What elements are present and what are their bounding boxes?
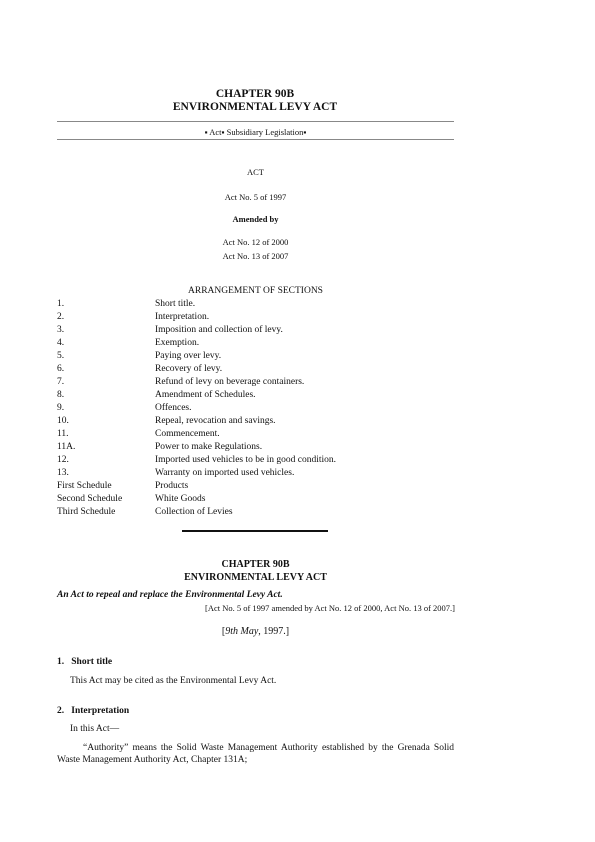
section-2-title: Interpretation bbox=[71, 706, 130, 716]
section-title: Recovery of levy. bbox=[155, 364, 223, 374]
arrangement-row[interactable] bbox=[57, 494, 477, 507]
section-number: 5. bbox=[57, 351, 65, 361]
amended-by-label: Amended by bbox=[232, 214, 279, 224]
divider-bottom bbox=[57, 139, 454, 140]
act-number: Act No. 5 of 1997 bbox=[224, 192, 287, 202]
commencement-date bbox=[57, 626, 454, 638]
divider-top bbox=[57, 121, 454, 122]
section-title: Warranty on imported used vehicles. bbox=[155, 468, 295, 478]
section-title: Refund of levy on beverage containers. bbox=[155, 377, 305, 387]
arrangement-row[interactable] bbox=[57, 442, 477, 455]
section-number: 6. bbox=[57, 364, 65, 374]
section-number: First Schedule bbox=[57, 481, 112, 491]
section-number: 11. bbox=[57, 429, 69, 439]
arrangement-row[interactable] bbox=[57, 468, 477, 481]
section-title: Commencement. bbox=[155, 429, 220, 439]
section-number: 2. bbox=[57, 312, 65, 322]
arrangement-row[interactable] bbox=[57, 325, 477, 338]
section-1-text: This Act may be cited as the Environmental Levy Act. bbox=[70, 676, 277, 686]
section-number: 1. bbox=[57, 299, 65, 309]
arrangement-row[interactable] bbox=[57, 364, 477, 377]
section-title: Interpretation. bbox=[155, 312, 210, 322]
act-label: ACT bbox=[247, 167, 264, 177]
arrangement-row[interactable] bbox=[57, 403, 477, 416]
legislation-nav[interactable]: ▪ Act▪ Subsidiary Legislation▪ bbox=[204, 127, 307, 137]
body-act-title: ENVIRONMENTAL LEVY ACT bbox=[184, 572, 327, 583]
citation: [Act No. 5 of 1997 amended by Act No. 12 of 2000, Act No. 13 of 2007.] bbox=[204, 603, 455, 613]
arrangement-row[interactable] bbox=[57, 455, 477, 468]
section-title: Repeal, revocation and savings. bbox=[155, 416, 276, 426]
section-2-text: In this Act— bbox=[70, 724, 120, 734]
section-title: Short title. bbox=[155, 299, 196, 309]
section-2-heading bbox=[57, 706, 129, 717]
date-day: 9th May bbox=[225, 626, 259, 637]
section-title: Collection of Levies bbox=[155, 507, 233, 517]
section-1-title: Short title bbox=[71, 657, 113, 667]
arrangement-row[interactable] bbox=[57, 299, 477, 312]
chapter-title: CHAPTER 90B bbox=[215, 88, 295, 100]
arrangement-row[interactable] bbox=[57, 377, 477, 390]
arrangement-row[interactable] bbox=[57, 338, 477, 351]
arrangement-row[interactable] bbox=[57, 390, 477, 403]
body-chapter-title: CHAPTER 90B bbox=[221, 559, 290, 570]
act-title: ENVIRONMENTAL LEVY ACT bbox=[172, 101, 338, 113]
arrangement-row[interactable] bbox=[57, 507, 477, 520]
definition-authority: “Authority” means the Solid Waste Management Authority established by the Grenada Solid Waste Management Authority Act, Chapter 131A; bbox=[57, 743, 454, 766]
section-title: Products bbox=[155, 481, 189, 491]
section-number: Second Schedule bbox=[57, 494, 123, 504]
section-separator bbox=[182, 530, 328, 532]
section-title: Power to make Regulations. bbox=[155, 442, 263, 452]
section-title: Imported used vehicles to be in good condition. bbox=[155, 455, 336, 465]
arrangement-heading: ARRANGEMENT OF SECTIONS bbox=[188, 286, 323, 296]
section-title: Imposition and collection of levy. bbox=[155, 325, 283, 335]
arrangement-row[interactable] bbox=[57, 312, 477, 325]
arrangement-row[interactable] bbox=[57, 416, 477, 429]
date-open: [ bbox=[221, 626, 226, 637]
section-2-number: 2. bbox=[57, 706, 65, 716]
section-title: Offences. bbox=[155, 403, 192, 413]
arrangement-row[interactable] bbox=[57, 481, 477, 494]
section-number: 12. bbox=[57, 455, 69, 465]
section-number: 8. bbox=[57, 390, 65, 400]
arrangement-row[interactable] bbox=[57, 429, 477, 442]
section-number: 3. bbox=[57, 325, 65, 335]
long-title: An Act to repeal and replace the Environmental Levy Act. bbox=[57, 590, 283, 600]
arrangement-row[interactable] bbox=[57, 351, 477, 364]
section-title: Paying over levy. bbox=[155, 351, 222, 361]
date-year: , 1997.] bbox=[258, 626, 290, 637]
section-number: 4. bbox=[57, 338, 65, 348]
section-1-number: 1. bbox=[57, 657, 65, 667]
section-1-heading bbox=[57, 657, 112, 668]
section-number: 7. bbox=[57, 377, 65, 387]
section-title: White Goods bbox=[155, 494, 206, 504]
section-number: 10. bbox=[57, 416, 69, 426]
section-number: 11A. bbox=[57, 442, 76, 452]
amendment-1: Act No. 12 of 2000 bbox=[222, 237, 289, 247]
section-number: Third Schedule bbox=[57, 507, 116, 517]
section-title: Amendment of Schedules. bbox=[155, 390, 256, 400]
amendment-2: Act No. 13 of 2007 bbox=[222, 251, 289, 261]
section-number: 13. bbox=[57, 468, 69, 478]
section-title: Exemption. bbox=[155, 338, 200, 348]
section-number: 9. bbox=[57, 403, 65, 413]
